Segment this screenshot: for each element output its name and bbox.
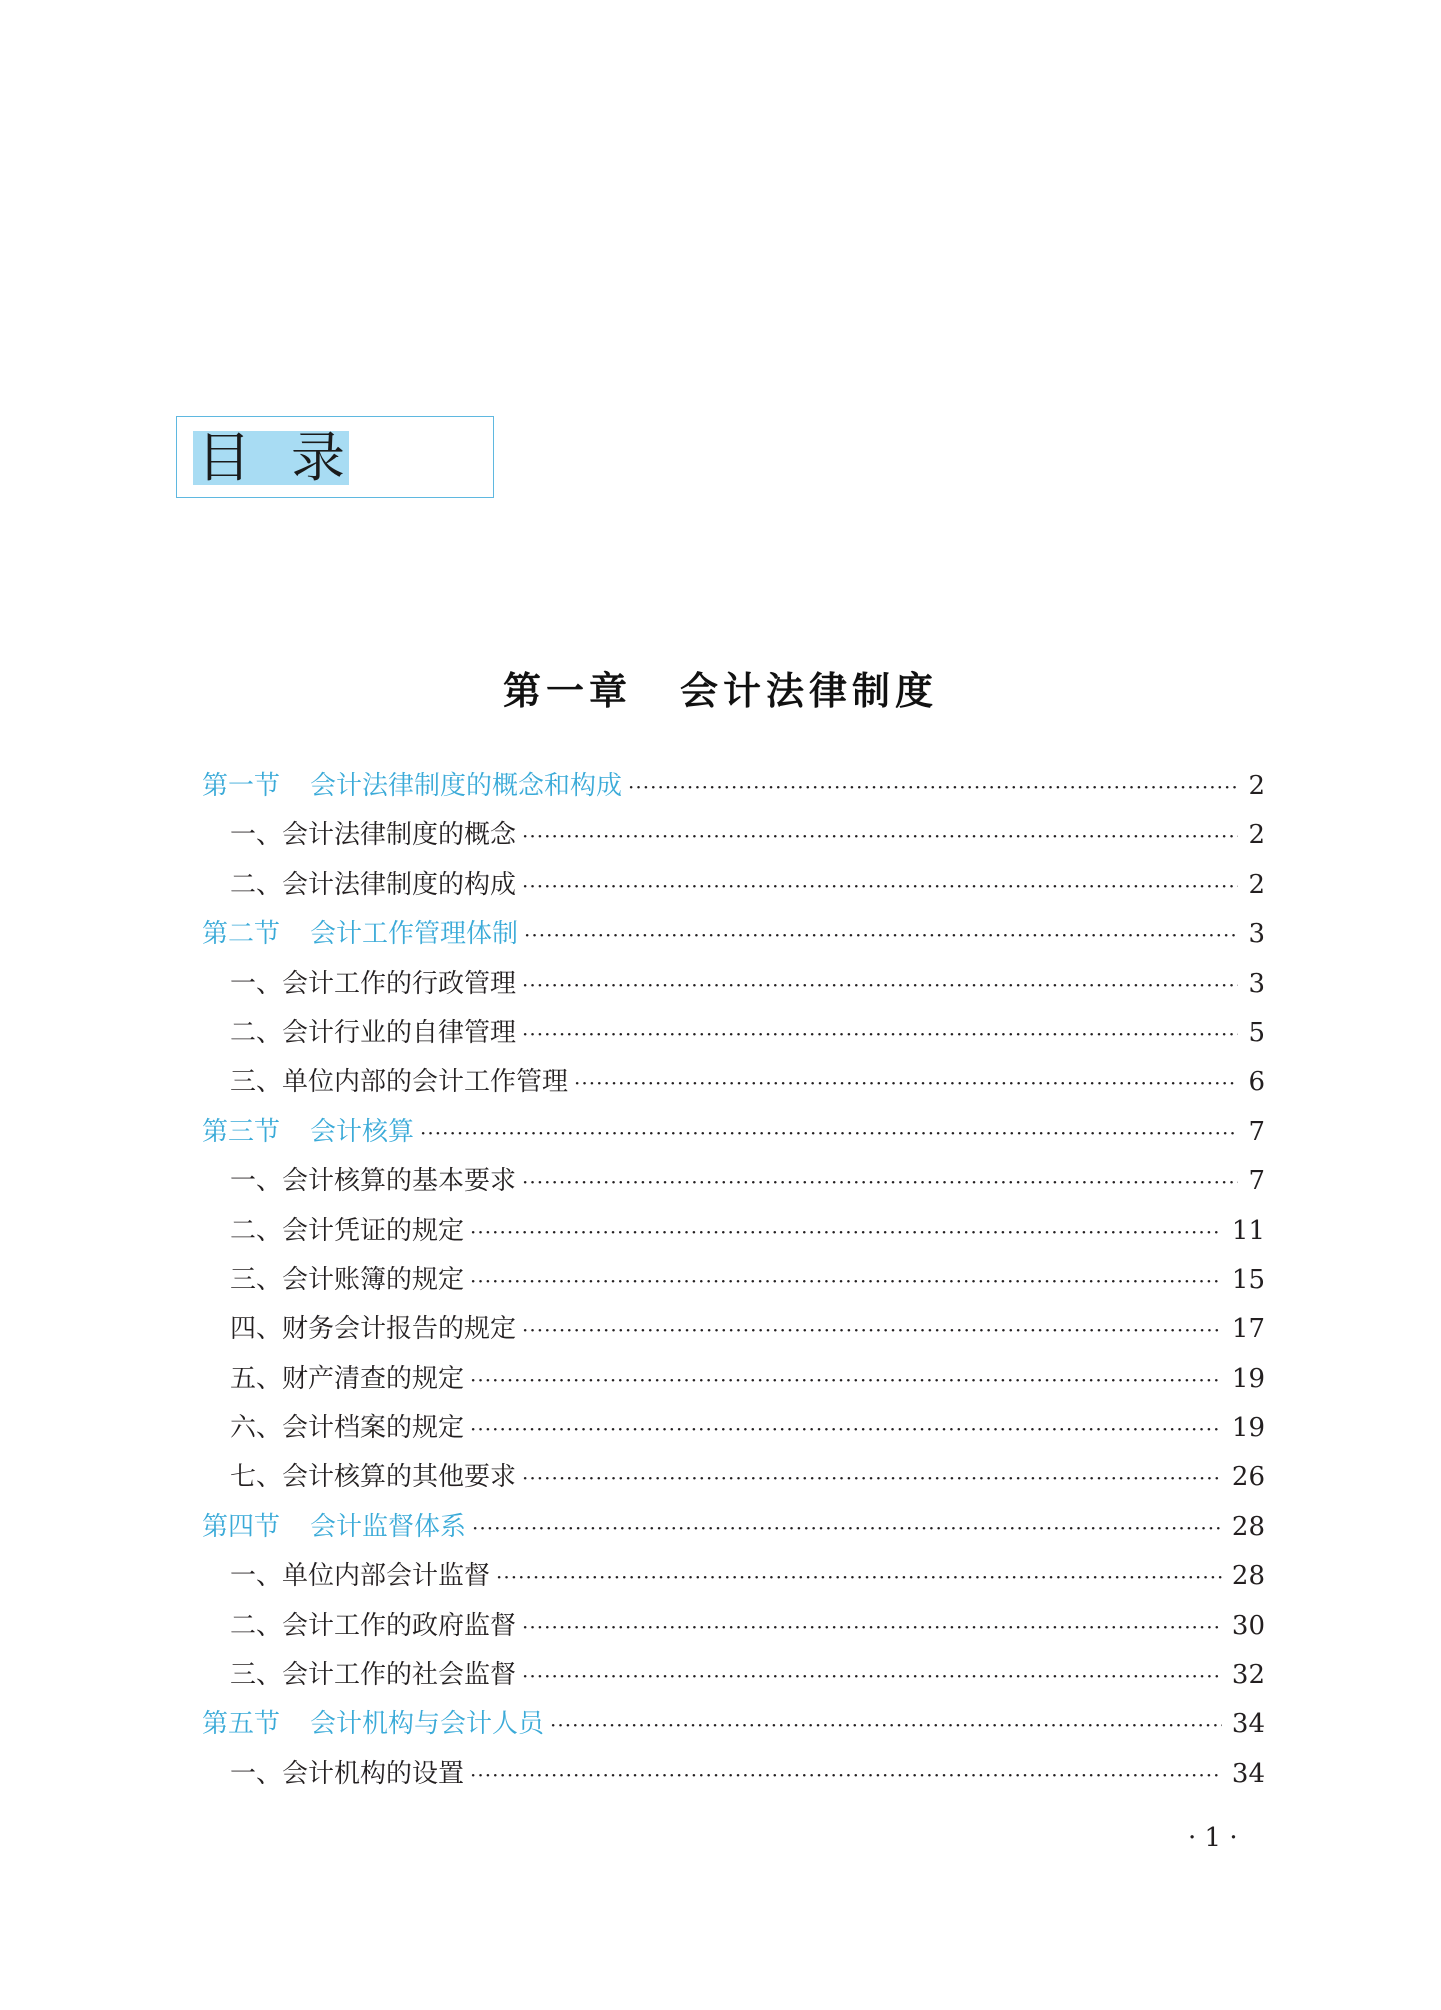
toc-entry-page: 34: [1231, 1709, 1265, 1740]
toc-entry-label: 六、: [230, 1413, 283, 1444]
toc-entry-text: 会计凭证的规定: [282, 1215, 465, 1246]
toc-item-entry[interactable]: [202, 1355, 1265, 1404]
toc-section-entry[interactable]: [202, 1108, 1265, 1157]
dot-leader: [524, 911, 1238, 960]
toc-entry-label: 二、: [230, 1017, 283, 1048]
toc-entry-label: 三、: [230, 1067, 283, 1098]
toc-entry-page: 28: [1231, 1511, 1265, 1542]
toc-entry-label: 第五节: [202, 1709, 281, 1740]
toc-entry-label: 第四节: [202, 1511, 281, 1542]
dot-leader: [522, 1603, 1222, 1652]
toc-entry-page: 2: [1248, 869, 1265, 900]
dot-leader: [522, 1454, 1222, 1503]
toc-item-entry[interactable]: [202, 1058, 1265, 1107]
toc-heading-box: [176, 416, 494, 498]
toc-entry-text: 财务会计报告的规定: [282, 1314, 517, 1345]
toc-entry-page: 17: [1231, 1314, 1265, 1345]
toc-entry-text: 单位内部的会计工作管理: [282, 1067, 569, 1098]
toc-item-entry[interactable]: [202, 1404, 1265, 1453]
dot-leader: [420, 1109, 1238, 1158]
toc-entry-label: 一、: [230, 1758, 283, 1789]
toc-entry-page: 2: [1248, 820, 1265, 851]
toc-entry-title: [202, 1503, 466, 1552]
toc-heading-char-2: 录: [291, 426, 345, 489]
toc-entry-label: 二、: [230, 1215, 283, 1246]
toc-item-entry[interactable]: [202, 1750, 1265, 1799]
toc-entry-text: 会计行业的自律管理: [282, 1017, 517, 1048]
toc-entry-page: 2: [1248, 771, 1265, 801]
toc-entry-label: 三、: [230, 1660, 283, 1691]
toc-entry-page: 30: [1231, 1610, 1265, 1641]
dot-leader: [470, 1257, 1222, 1306]
toc-entry-label: 第三节: [202, 1116, 281, 1147]
toc-entry-label: 四、: [230, 1314, 283, 1345]
dot-leader: [574, 1059, 1238, 1108]
toc-entry-page: 7: [1248, 1116, 1265, 1147]
toc-entry-title: [202, 1700, 544, 1749]
toc-entry-label: 三、: [230, 1264, 283, 1295]
toc-entry-title: [230, 1453, 516, 1502]
dot-leader: [470, 1405, 1222, 1454]
toc-entry-title: [230, 1305, 516, 1354]
toc-entry-page: 3: [1248, 919, 1265, 950]
toc-entry-title: [230, 1750, 464, 1799]
chapter-title: [0, 660, 1441, 715]
toc-list: [202, 762, 1265, 1799]
toc-entry-title: [230, 1602, 516, 1651]
toc-entry-text: 会计监督体系: [310, 1511, 467, 1542]
toc-entry-page: 28: [1231, 1561, 1265, 1592]
toc-entry-title: [202, 910, 518, 959]
chapter-number: 第一章: [502, 668, 632, 713]
toc-entry-label: 二、: [230, 1610, 283, 1641]
toc-item-entry[interactable]: [202, 1305, 1265, 1354]
toc-entry-title: [230, 1157, 516, 1206]
toc-entry-text: 会计账簿的规定: [282, 1264, 465, 1295]
chapter-name: 会计法律制度: [680, 668, 939, 713]
toc-entry-label: 第一节: [202, 771, 281, 801]
toc-item-entry[interactable]: [202, 1602, 1265, 1651]
toc-entry-text: 会计档案的规定: [282, 1413, 465, 1444]
toc-item-entry[interactable]: [202, 811, 1265, 860]
toc-entry-page: 19: [1231, 1413, 1265, 1444]
toc-entry-label: 二、: [230, 869, 283, 900]
dot-leader: [628, 763, 1238, 812]
dot-leader: [522, 961, 1238, 1010]
dot-leader: [522, 1306, 1222, 1355]
toc-entry-text: 会计核算的其他要求: [282, 1462, 517, 1493]
toc-entry-text: 会计法律制度的概念: [282, 820, 517, 851]
toc-item-entry[interactable]: [202, 1453, 1265, 1502]
toc-entry-label: 一、: [230, 1561, 283, 1592]
toc-item-entry[interactable]: [202, 960, 1265, 1009]
toc-entry-label: 一、: [230, 1166, 283, 1197]
toc-entry-label: 五、: [230, 1363, 283, 1394]
toc-entry-page: 6: [1248, 1067, 1265, 1098]
toc-entry-label: 一、: [230, 968, 283, 999]
dot-leader: [522, 1010, 1238, 1059]
toc-entry-page: 26: [1231, 1462, 1265, 1493]
toc-entry-page: 15: [1231, 1264, 1265, 1295]
toc-item-entry[interactable]: [202, 1207, 1265, 1256]
toc-entry-text: 财产清查的规定: [282, 1363, 465, 1394]
toc-entry-text: 会计工作的社会监督: [282, 1660, 517, 1691]
toc-entry-text: 单位内部会计监督: [282, 1561, 491, 1592]
toc-entry-text: 会计法律制度的构成: [282, 869, 517, 900]
toc-section-entry[interactable]: [202, 910, 1265, 959]
toc-item-entry[interactable]: [202, 1009, 1265, 1058]
toc-entry-title: [230, 1256, 464, 1305]
dot-leader: [496, 1553, 1222, 1602]
toc-entry-text: 会计法律制度的概念和构成: [310, 771, 623, 801]
toc-entry-title: [230, 1009, 516, 1058]
toc-item-entry[interactable]: [202, 1256, 1265, 1305]
dot-leader: [522, 862, 1238, 911]
dot-leader: [470, 1208, 1222, 1257]
toc-entry-text: 会计核算: [310, 1116, 415, 1147]
dot-leader: [472, 1504, 1222, 1553]
toc-entry-text: 会计工作管理体制: [310, 919, 519, 950]
toc-item-entry[interactable]: [202, 1157, 1265, 1206]
toc-entry-page: 32: [1231, 1660, 1265, 1691]
toc-entry-title: [230, 1404, 464, 1453]
dot-leader: [550, 1701, 1222, 1750]
toc-heading: [193, 426, 349, 489]
toc-entry-label: 第二节: [202, 919, 281, 950]
dot-leader: [470, 1356, 1222, 1405]
toc-entry-text: 会计核算的基本要求: [282, 1166, 517, 1197]
page-number: · 1 ·: [1188, 1823, 1238, 1853]
toc-section-entry[interactable]: [202, 1700, 1265, 1749]
toc-entry-page: 5: [1248, 1017, 1265, 1048]
toc-item-entry[interactable]: [202, 1552, 1265, 1601]
toc-item-entry[interactable]: [202, 1651, 1265, 1700]
dot-leader: [522, 1158, 1238, 1207]
toc-entry-page: 34: [1231, 1758, 1265, 1789]
toc-section-entry[interactable]: [202, 762, 1265, 811]
toc-entry-label: 一、: [230, 820, 283, 851]
toc-entry-title: [230, 1552, 490, 1601]
toc-entry-text: 会计工作的行政管理: [282, 968, 517, 999]
toc-entry-text: 会计机构的设置: [282, 1758, 465, 1789]
toc-entry-text: 会计机构与会计人员: [310, 1709, 545, 1740]
toc-entry-title: [230, 1058, 568, 1107]
toc-entry-title: [230, 1355, 464, 1404]
dot-leader: [522, 1652, 1222, 1701]
toc-entry-title: [230, 811, 516, 860]
toc-entry-page: 3: [1248, 968, 1265, 999]
toc-entry-page: 7: [1248, 1166, 1265, 1197]
toc-entry-title: [202, 1108, 414, 1157]
toc-heading-char-1: 目: [197, 426, 291, 489]
toc-section-entry[interactable]: [202, 1503, 1265, 1552]
dot-leader: [470, 1751, 1222, 1800]
toc-entry-text: 会计工作的政府监督: [282, 1610, 517, 1641]
toc-entry-title: [230, 960, 516, 1009]
toc-entry-title: [230, 1207, 464, 1256]
toc-entry-title: [202, 762, 622, 811]
dot-leader: [522, 812, 1238, 861]
toc-entry-label: 七、: [230, 1462, 283, 1493]
toc-entry-page: 19: [1231, 1363, 1265, 1394]
toc-entry-page: 11: [1231, 1215, 1265, 1246]
toc-item-entry[interactable]: [202, 861, 1265, 910]
toc-entry-title: [230, 861, 516, 910]
toc-entry-title: [230, 1651, 516, 1700]
